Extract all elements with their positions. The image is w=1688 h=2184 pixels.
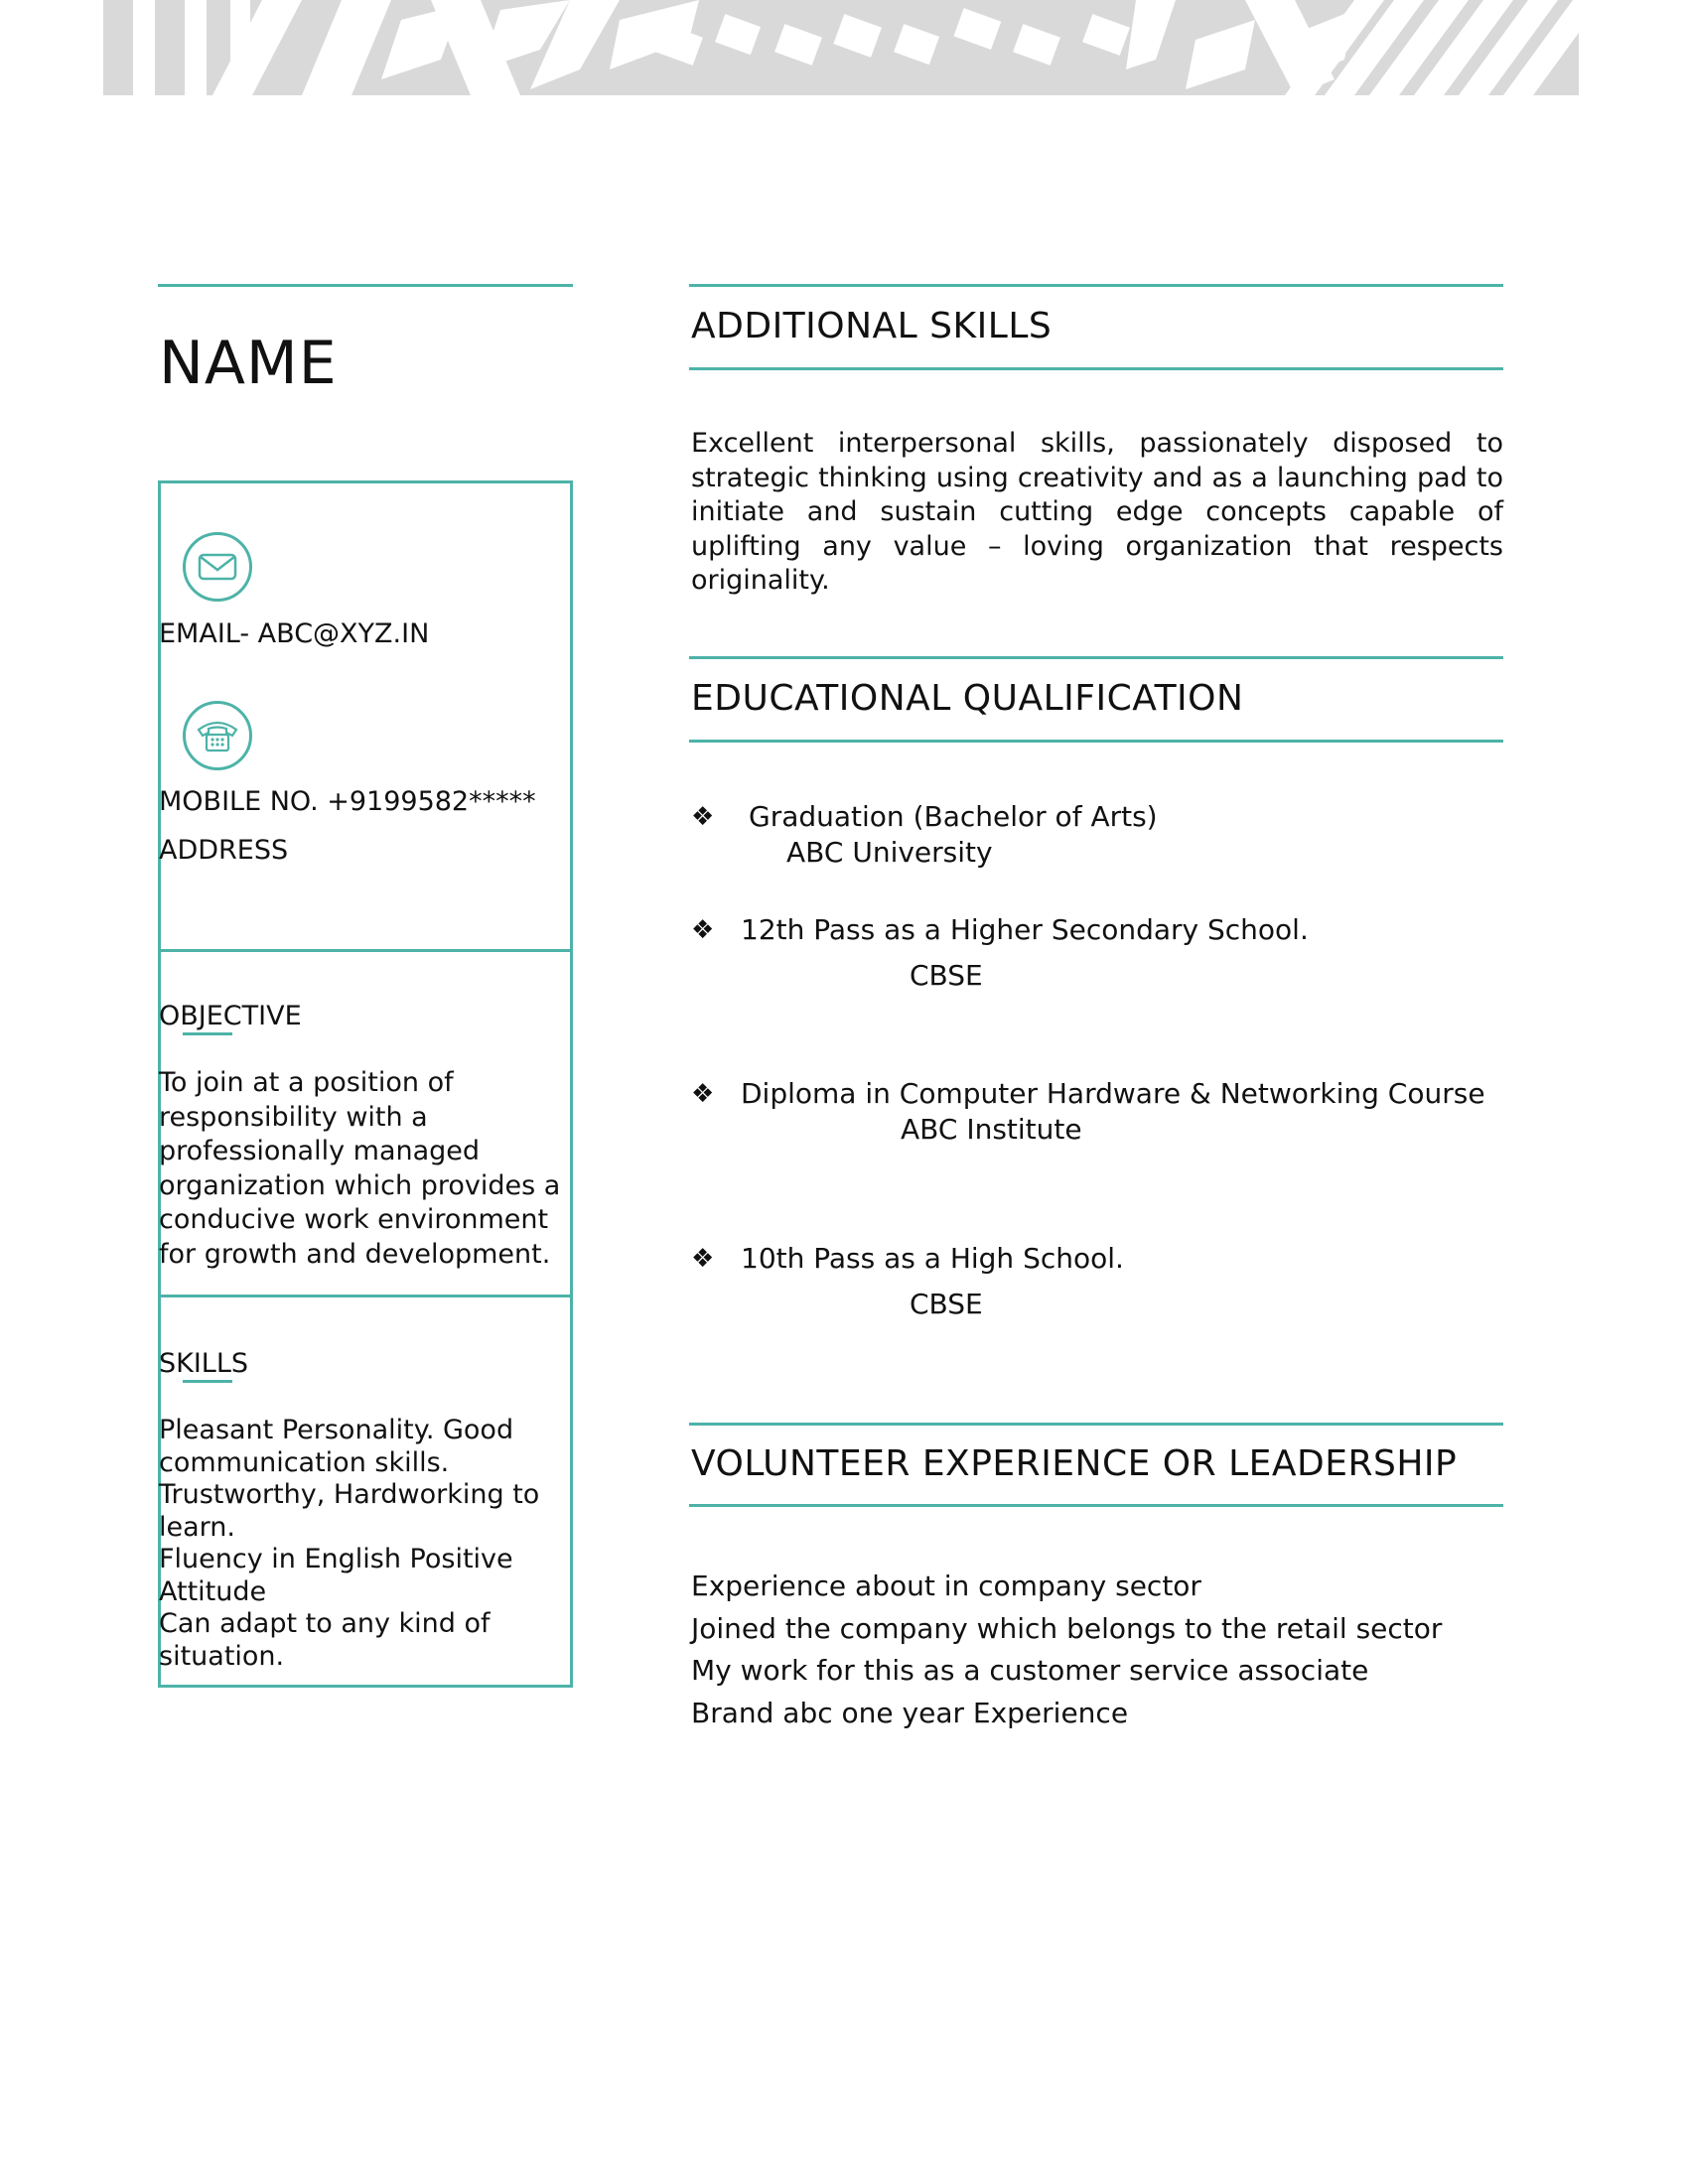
list-item: Trustworthy, Hardworking to learn. (159, 1479, 540, 1543)
envelope-icon (183, 532, 252, 602)
education-bottom-rule (689, 740, 1503, 743)
decorative-header-banner (103, 0, 1579, 95)
objective-heading: OBJECTIVE (159, 1001, 302, 1031)
list-item: Pleasant Personality. Good communication skills. (159, 1415, 514, 1478)
volunteer-heading: VOLUNTEER EXPERIENCE OR LEADERSHIP (691, 1443, 1458, 1484)
list-item: My work for this as a customer service associate (691, 1654, 1369, 1687)
volunteer-bottom-rule (689, 1504, 1503, 1507)
additional-skills-bottom-rule (689, 367, 1503, 370)
list-item: Fluency in English Positive Attitude (159, 1544, 513, 1607)
education-title: 10th Pass as a High School. (741, 1242, 1124, 1275)
education-top-rule (689, 656, 1503, 659)
volunteer-top-rule (689, 1423, 1503, 1426)
education-title: Diploma in Computer Hardware & Networking Course (741, 1077, 1485, 1110)
name-top-rule (158, 284, 573, 287)
education-title: Graduation (Bachelor of Arts) (749, 800, 1158, 833)
education-institution: ABC Institute (901, 1113, 1082, 1146)
address-text: ADDRESS (159, 835, 289, 866)
education-institution: ABC University (786, 836, 993, 869)
list-item: Brand abc one year Experience (691, 1696, 1129, 1729)
list-item: Joined the company which belongs to the retail sector (691, 1611, 1443, 1645)
objective-underline (183, 1032, 232, 1035)
education-institution: CBSE (910, 959, 983, 992)
skills-list (159, 1415, 571, 1673)
email-text: EMAIL- ABC@XYZ.IN (159, 618, 430, 649)
education-institution: CBSE (910, 1288, 983, 1320)
bullet-icon: ❖ (691, 1079, 715, 1109)
additional-skills-text: Excellent interpersonal skills, passionately disposed to strategic thinking using creativity and as a launching pad to initiate and sustain cutting edge concepts capable of uplifting any value – loving organization that respects originality. (691, 428, 1503, 596)
candidate-name: NAME (159, 329, 338, 398)
bullet-icon: ❖ (691, 1244, 715, 1274)
additional-skills-heading: ADDITIONAL SKILLS (691, 306, 1053, 346)
objective-text: To join at a position of responsibility with a professionally managed organization which provides a conducive work environment for growth and development. (159, 1067, 561, 1270)
volunteer-list (691, 1566, 1442, 1734)
additional-skills-top-rule (689, 284, 1503, 287)
education-heading: EDUCATIONAL QUALIFICATION (691, 678, 1244, 719)
telephone-icon (183, 701, 252, 770)
mobile-text: MOBILE NO. +9199582***** (159, 786, 536, 817)
list-item: Experience about in company sector (691, 1570, 1201, 1602)
skills-underline (183, 1380, 232, 1383)
skills-heading: SKILLS (159, 1348, 249, 1379)
list-item: Can adapt to any kind of situation. (159, 1608, 491, 1672)
education-title: 12th Pass as a Higher Secondary School. (741, 913, 1309, 946)
bullet-icon: ❖ (691, 915, 715, 945)
bullet-icon: ❖ (691, 802, 715, 832)
